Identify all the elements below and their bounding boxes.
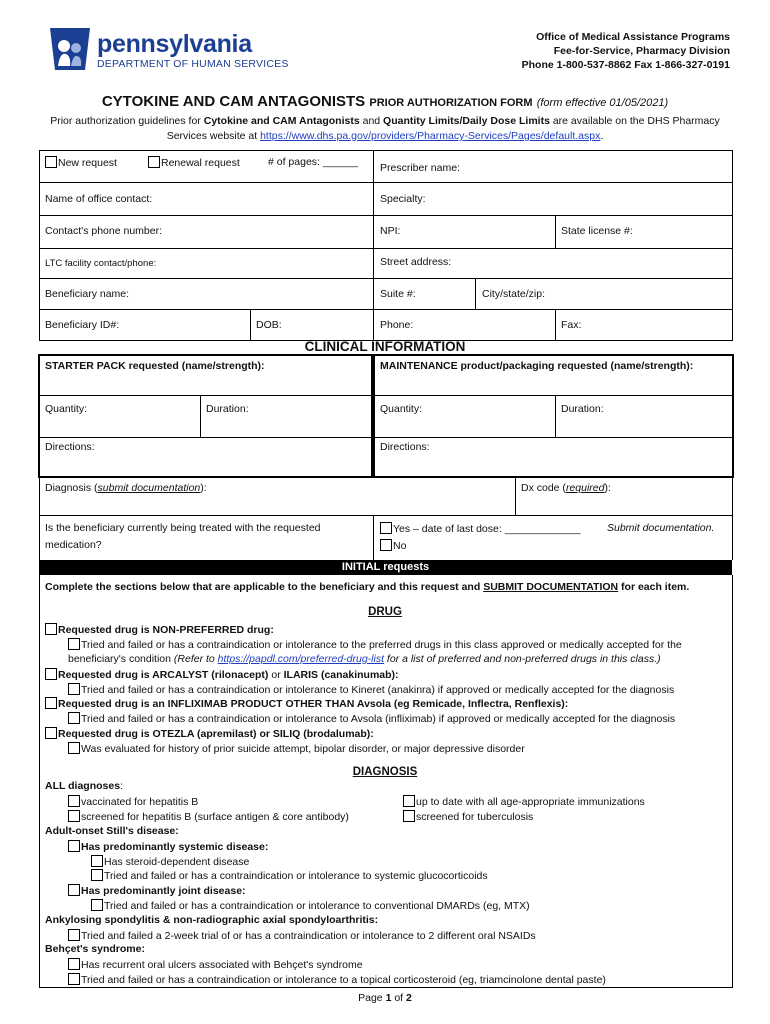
diagnosis-field[interactable] [45, 482, 207, 495]
pages-field[interactable]: # of pages: ______ [268, 156, 358, 168]
nonpreferred-criteria-line2 [68, 653, 661, 666]
drug-section-title: DRUG [368, 606, 402, 618]
hepb-screened-label: screened for hepatitis B (surface antigen & core antibody) [81, 811, 349, 823]
dmards-label: Tried and failed or has a contraindication or intolerance to conventional DMARDs (eg, MTX) [104, 900, 530, 912]
otezla-label: Requested drug is OTEZLA (apremilast) or SILIQ (brodalumab): [58, 728, 374, 740]
nonpreferred-option[interactable] [45, 623, 274, 637]
hepb-vaccinated-label: vaccinated for hepatitis B [81, 796, 199, 808]
hepb-screened-checkbox[interactable] [68, 810, 80, 822]
immunizations-label: up to date with all age-appropriate immunizations [416, 796, 645, 808]
dmards-option[interactable] [91, 899, 530, 913]
steroid-dependent-option[interactable] [91, 855, 249, 869]
joint-disease-checkbox[interactable] [68, 884, 80, 896]
pdl-link[interactable]: https://papdl.com/preferred-drug-list [217, 653, 384, 665]
hepb-vaccinated-checkbox[interactable] [68, 795, 80, 807]
otezla-checkbox[interactable] [45, 727, 57, 739]
intro-part3: are available on the DHS Pharmacy Services website at [166, 115, 720, 142]
topical-corticosteroid-label: Tried and failed or has a contraindication or intolerance to a topical corticosteroid (eg, triamcinolone dental paste) [81, 974, 606, 986]
phone-field[interactable]: Phone: [380, 319, 414, 331]
all-diagnoses-heading [45, 780, 123, 793]
stills-heading: Adult-onset Still's disease: [45, 825, 179, 837]
treated-yes-checkbox[interactable] [380, 522, 392, 534]
street-address-field[interactable]: Street address: [380, 256, 452, 268]
oral-ulcers-checkbox[interactable] [68, 958, 80, 970]
behcet-heading: Behçet's syndrome: [45, 943, 145, 955]
intro-bold2: Quantity Limits/Daily Dose Limits [383, 115, 550, 127]
nonpreferred-criteria-label: Tried and failed or has a contraindication or intolerance to the preferred drugs in this class approved or medically accepted for the [81, 639, 682, 651]
topical-corticosteroid-checkbox[interactable] [68, 973, 80, 985]
office-line1: Office of Medical Assistance Programs [536, 31, 730, 43]
nonpreferred-criteria-checkbox[interactable] [68, 638, 80, 650]
page-label: Page [358, 992, 386, 1004]
instr-post: for each item. [618, 581, 690, 593]
arcalyst-or: or [268, 669, 284, 681]
title-effective: (form effective 01/05/2021) [536, 97, 669, 109]
renewal-request-checkbox[interactable] [148, 156, 160, 168]
steroid-dependent-label: Has steroid-dependent disease [104, 856, 250, 868]
all-diagnoses-label: ALL diagnoses [45, 780, 121, 792]
otezla-criteria-label: Was evaluated for history of prior suicide attempt, bipolar disorder, or major depressive disorder [81, 743, 525, 755]
diagnosis-label-end: ): [200, 482, 207, 494]
clinical-info-title: CLINICAL INFORMATION [304, 339, 466, 354]
page-footer [0, 992, 770, 1004]
new-request-label: New request [58, 157, 117, 169]
ankylosing-heading: Ankylosing spondylitis & non-radiographic axial spondyloarthritis: [45, 914, 379, 926]
form-title [0, 93, 770, 110]
initial-instructions [45, 581, 689, 594]
dhs-pharmacy-link[interactable]: https://www.dhs.pa.gov/providers/Pharmacy-Services/Pages/default.aspx [260, 130, 601, 142]
office-info [522, 30, 730, 72]
dx-code-field[interactable] [521, 482, 611, 495]
all-diagnoses-colon: : [120, 780, 123, 792]
starter-directions-field[interactable]: Directions: [45, 441, 95, 453]
oral-ulcers-label: Has recurrent oral ulcers associated with Behçet's syndrome [81, 959, 363, 971]
infliximab-criteria-label: Tried and failed or has a contraindication or intolerance to Avsola (infliximab) if approved or medically accepted for the diagnosis [81, 713, 676, 725]
glucocorticoids-label: Tried and failed or has a contraindication or intolerance to systemic glucocorticoids [104, 870, 488, 882]
nsaids-option[interactable] [68, 929, 536, 943]
joint-disease-label: Has predominantly joint disease: [81, 885, 246, 897]
intro-part2: and [359, 115, 384, 127]
nonpreferred-checkbox[interactable] [45, 623, 57, 635]
otezla-criteria-checkbox[interactable] [68, 742, 80, 754]
treated-question-line1: Is the beneficiary currently being treated with the requested [45, 522, 321, 534]
beneficiary-id-field[interactable]: Beneficiary ID#: [45, 319, 120, 331]
systemic-disease-option[interactable] [68, 840, 268, 854]
diagnosis-submit-note: submit documentation [97, 482, 201, 494]
diagnosis-section-title: DIAGNOSIS [352, 766, 418, 778]
arcalyst-criteria-label: Tried and failed or has a contraindication or intolerance to Kineret (anakinra) if approved or medically accepted for the diagnosis [81, 684, 675, 696]
renewal-request-option[interactable] [148, 156, 240, 170]
fax-field[interactable]: Fax: [561, 319, 582, 331]
logo-name: pennsylvania [97, 30, 252, 58]
intro-part1: Prior authorization guidelines for [50, 115, 204, 127]
treated-no-label: No [393, 540, 407, 552]
renewal-request-label: Renewal request [161, 157, 240, 169]
dx-code-label-end: ): [604, 482, 611, 494]
steroid-dependent-checkbox[interactable] [91, 855, 103, 867]
dob-field[interactable]: DOB: [256, 319, 282, 331]
nonpreferred-line2a: beneficiary's condition [68, 653, 174, 665]
tb-screened-label: screened for tuberculosis [416, 811, 534, 823]
title-form: PRIOR AUTHORIZATION FORM [369, 97, 533, 109]
treated-yes-option[interactable] [380, 522, 581, 536]
suite-field[interactable]: Suite #: [380, 288, 416, 300]
hepb-screened-option[interactable] [68, 810, 349, 824]
title-main: CYTOKINE AND CAM ANTAGONISTS [101, 93, 366, 110]
maintenance-label[interactable]: MAINTENANCE product/packaging requested (name/strength): [380, 360, 694, 372]
intro-bold1: Cytokine and CAM Antagonists [203, 115, 360, 127]
ltc-facility-field[interactable]: LTC facility contact/phone: [45, 258, 157, 269]
topical-corticosteroid-option[interactable] [68, 973, 606, 987]
infliximab-option[interactable] [45, 697, 568, 711]
infliximab-label: Requested drug is an INFLIXIMAB PRODUCT OTHER THAN Avsola (eg Remicade, Inflectra, Renflexis): [58, 698, 569, 710]
arcalyst-option[interactable] [45, 668, 399, 682]
dmards-checkbox[interactable] [91, 899, 103, 911]
otezla-option[interactable] [45, 727, 374, 741]
nonpreferred-label: Requested drug is NON-PREFERRED drug: [58, 624, 274, 636]
maintenance-quantity-field[interactable]: Quantity: [380, 403, 423, 415]
dx-code-required-note: required [565, 482, 605, 494]
intro-part4: . [600, 130, 604, 142]
logo-dept: DEPARTMENT OF HUMAN SERVICES [97, 58, 289, 70]
treated-no-option[interactable] [380, 539, 406, 553]
infliximab-criteria-option[interactable] [68, 712, 675, 726]
treated-submit-doc: Submit documentation. [607, 522, 715, 534]
tb-screened-checkbox[interactable] [403, 810, 415, 822]
npi-field[interactable]: NPI: [380, 225, 401, 237]
page-of: of [391, 992, 407, 1004]
contact-phone-field[interactable]: Contact's phone number: [45, 225, 162, 237]
maintenance-directions-field[interactable]: Directions: [380, 441, 430, 453]
instr-submit-doc: SUBMIT DOCUMENTATION [483, 581, 619, 593]
arcalyst-pre: Requested drug is [58, 669, 153, 681]
arcalyst-criteria-option[interactable] [68, 683, 674, 697]
infliximab-checkbox[interactable] [45, 697, 57, 709]
diagnosis-label: Diagnosis ( [45, 482, 98, 494]
treated-no-checkbox[interactable] [380, 539, 392, 551]
dx-code-label: Dx code ( [521, 482, 566, 494]
joint-disease-option[interactable] [68, 884, 246, 898]
arcalyst-name: ARCALYST (rilonacept) [152, 669, 269, 681]
systemic-disease-checkbox[interactable] [68, 840, 80, 852]
state-license-field[interactable]: State license #: [561, 225, 633, 237]
treated-question-line2: medication? [45, 539, 102, 551]
tb-screened-option[interactable] [403, 810, 533, 824]
new-request-checkbox[interactable] [45, 156, 57, 168]
intro-text [40, 114, 730, 144]
beneficiary-name-field[interactable]: Beneficiary name: [45, 288, 130, 300]
nsaids-checkbox[interactable] [68, 929, 80, 941]
pa-keystone-logo [44, 26, 96, 72]
ilaris-name: ILARIS (canakinumab): [283, 669, 399, 681]
nonpreferred-line2b: (Refer to [173, 653, 218, 665]
glucocorticoids-option[interactable] [91, 869, 488, 883]
nsaids-label: Tried and failed a 2-week trial of or has a contraindication or intolerance to 2 different oral NSAIDs [81, 930, 536, 942]
immunizations-checkbox[interactable] [403, 795, 415, 807]
otezla-criteria-option[interactable] [68, 742, 525, 756]
dhs-logo-text [97, 30, 289, 70]
glucocorticoids-checkbox[interactable] [91, 869, 103, 881]
starter-pack-label[interactable]: STARTER PACK requested (name/strength): [45, 360, 265, 372]
specialty-field[interactable]: Specialty: [380, 193, 426, 205]
nonpreferred-criteria-option[interactable] [68, 638, 682, 652]
maintenance-duration-field[interactable]: Duration: [561, 403, 604, 415]
instr-pre: Complete the sections below that are applicable to the beneficiary and this request and [45, 581, 484, 593]
office-line3: Phone 1-800-537-8862 Fax 1-866-327-0191 [521, 59, 730, 71]
infliximab-criteria-checkbox[interactable] [68, 712, 80, 724]
city-state-zip-field[interactable]: City/state/zip: [482, 288, 546, 300]
starter-quantity-field[interactable]: Quantity: [45, 403, 88, 415]
arcalyst-criteria-checkbox[interactable] [68, 683, 80, 695]
office-line2: Fee-for-Service, Pharmacy Division [553, 45, 730, 57]
office-contact-field[interactable]: Name of office contact: [45, 193, 153, 205]
arcalyst-checkbox[interactable] [45, 668, 57, 680]
nonpreferred-line2c: for a list of preferred and non-preferred drugs in this class.) [384, 653, 661, 665]
initial-requests-bar: INITIAL requests [39, 560, 732, 575]
immunizations-option[interactable] [403, 795, 645, 809]
new-request-option[interactable] [45, 156, 117, 170]
page-total: 2 [406, 992, 412, 1004]
starter-duration-field[interactable]: Duration: [206, 403, 249, 415]
treated-yes-label: Yes – date of last dose: _____________ [393, 523, 581, 535]
page-number: 1 [385, 992, 392, 1004]
oral-ulcers-option[interactable] [68, 958, 363, 972]
prescriber-name-field[interactable]: Prescriber name: [380, 162, 460, 174]
systemic-disease-label: Has predominantly systemic disease: [81, 841, 269, 853]
hepb-vaccinated-option[interactable] [68, 795, 198, 809]
